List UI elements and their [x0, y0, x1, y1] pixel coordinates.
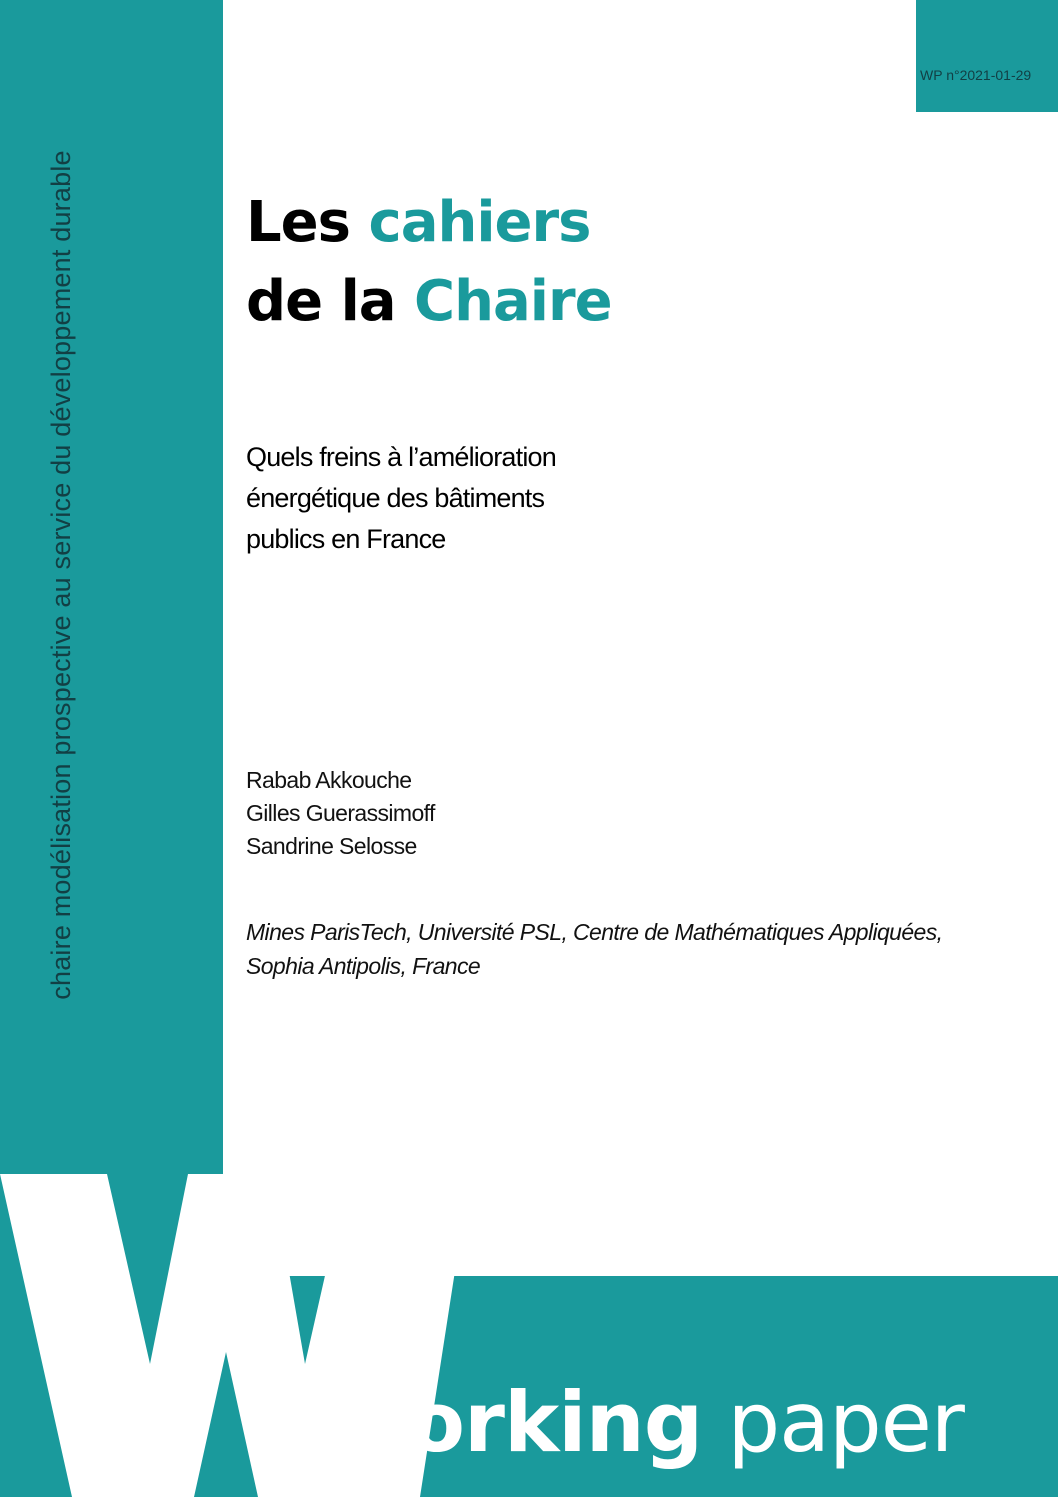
series-title	[246, 183, 612, 341]
title-line-1: Les cahiers	[246, 190, 591, 255]
author-affiliation	[246, 915, 1026, 983]
working-paper-number: WP n°2021-01-29	[920, 67, 1032, 83]
author-name: Gilles Guerassimoff	[246, 800, 435, 826]
paper-word: paper	[702, 1374, 964, 1471]
paper-subtitle	[246, 437, 666, 560]
working-word: orking	[408, 1374, 703, 1471]
working-paper-number-box	[916, 0, 1058, 112]
author-list	[246, 764, 435, 863]
subtitle-line: publics en France	[246, 524, 446, 554]
chair-vertical-label: chaire modélisation prospective au service du développement durable	[46, 150, 76, 1000]
title-accent-cahiers: cahiers	[368, 190, 591, 255]
title-line-2: de la Chaire	[246, 269, 612, 334]
subtitle-line: énergétique des bâtiments	[246, 483, 545, 513]
title-accent-chaire: Chaire	[414, 269, 612, 334]
big-w-letter	[0, 1174, 470, 1497]
subtitle-line: Quels freins à l’amélioration	[246, 442, 556, 472]
affiliation-line: Sophia Antipolis, France	[246, 953, 481, 979]
author-name: Sandrine Selosse	[246, 833, 417, 859]
author-name: Rabab Akkouche	[246, 767, 412, 793]
working-paper-label	[408, 1368, 964, 1478]
affiliation-line: Mines ParisTech, Université PSL, Centre de Mathématiques Appliquées,	[246, 919, 943, 945]
